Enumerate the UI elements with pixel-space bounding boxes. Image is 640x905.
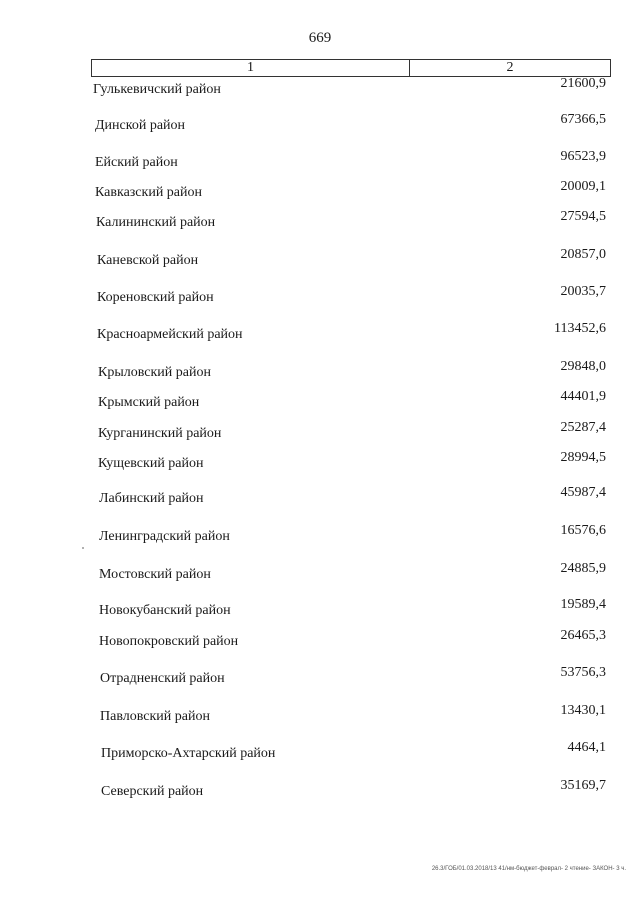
district-name: Красноармейский район: [97, 327, 243, 342]
district-value: 13430,1: [560, 703, 606, 718]
table-row: [0, 485, 640, 509]
district-value: 113452,6: [554, 321, 606, 336]
table-row: [0, 359, 640, 383]
district-name: Курганинский район: [98, 426, 222, 441]
table-row: [0, 420, 640, 444]
district-value: 21600,9: [560, 76, 606, 91]
district-name: Кавказский район: [95, 185, 203, 200]
table-row: [0, 628, 640, 652]
table-row: [0, 284, 640, 308]
table-row: [0, 778, 640, 802]
district-value: 44401,9: [560, 389, 606, 404]
district-value: 53756,3: [560, 665, 606, 680]
table-row: [0, 597, 640, 621]
district-value: 20035,7: [560, 284, 606, 299]
table-row: [0, 665, 640, 689]
district-name: Крымский район: [98, 395, 200, 410]
district-name: Отрадненский район: [100, 671, 225, 686]
scan-speck: [82, 547, 84, 549]
district-name: Калининский район: [96, 215, 216, 230]
district-value: 20857,0: [560, 247, 606, 262]
district-value: 19589,4: [560, 597, 606, 612]
table-row: [0, 321, 640, 345]
district-value: 20009,1: [560, 179, 606, 194]
district-name: Кореновский район: [97, 290, 214, 305]
district-name: Северский район: [101, 784, 204, 799]
district-name: Новокубанский район: [99, 603, 231, 618]
district-name: Крыловский район: [98, 365, 211, 380]
table-row: [0, 149, 640, 173]
district-name: Лабинский район: [99, 491, 204, 506]
district-value: 28994,5: [560, 450, 606, 465]
district-value: 24885,9: [560, 561, 606, 576]
district-value: 26465,3: [560, 628, 606, 643]
table-row: [0, 112, 640, 136]
district-value: 25287,4: [560, 420, 606, 435]
district-value: 35169,7: [560, 778, 606, 793]
table-row: [0, 561, 640, 585]
district-name: Павловский район: [100, 709, 210, 724]
table-row: [0, 76, 640, 100]
district-name: Динской район: [95, 118, 186, 133]
table-row: [0, 389, 640, 413]
district-name: Приморско-Ахтарский район: [101, 746, 276, 761]
district-value: 96523,9: [560, 149, 606, 164]
district-name: Новопокровский район: [99, 634, 239, 649]
table-row: [0, 179, 640, 203]
table-row: [0, 703, 640, 727]
district-value: 45987,4: [560, 485, 606, 500]
document-footer-code: 26.3/ГОБ/01.03.2018/13 41/нм-бюджет-феврал- 2 чтение- ЗАКОН- 3 ч.: [431, 866, 626, 872]
district-value: 16576,6: [560, 523, 606, 538]
table-row: [0, 523, 640, 547]
district-name: Кущевский район: [98, 456, 204, 471]
table-row: [0, 247, 640, 271]
district-name: Ленинградский район: [99, 529, 230, 544]
page-number: 669: [308, 30, 332, 46]
column-header-2: 2: [506, 60, 514, 75]
district-value: 4464,1: [567, 740, 606, 755]
table-row: [0, 209, 640, 233]
table-row: [0, 450, 640, 474]
district-name: Мостовский район: [99, 567, 211, 582]
column-header-1: 1: [92, 60, 410, 76]
district-value: 27594,5: [560, 209, 606, 224]
district-value: 67366,5: [560, 112, 606, 127]
district-name: Гулькевичский район: [93, 82, 221, 97]
district-value: 29848,0: [560, 359, 606, 374]
district-name: Каневской район: [97, 253, 199, 268]
district-name: Ейский район: [95, 155, 178, 170]
table-header: [91, 59, 611, 77]
table-row: [0, 740, 640, 764]
